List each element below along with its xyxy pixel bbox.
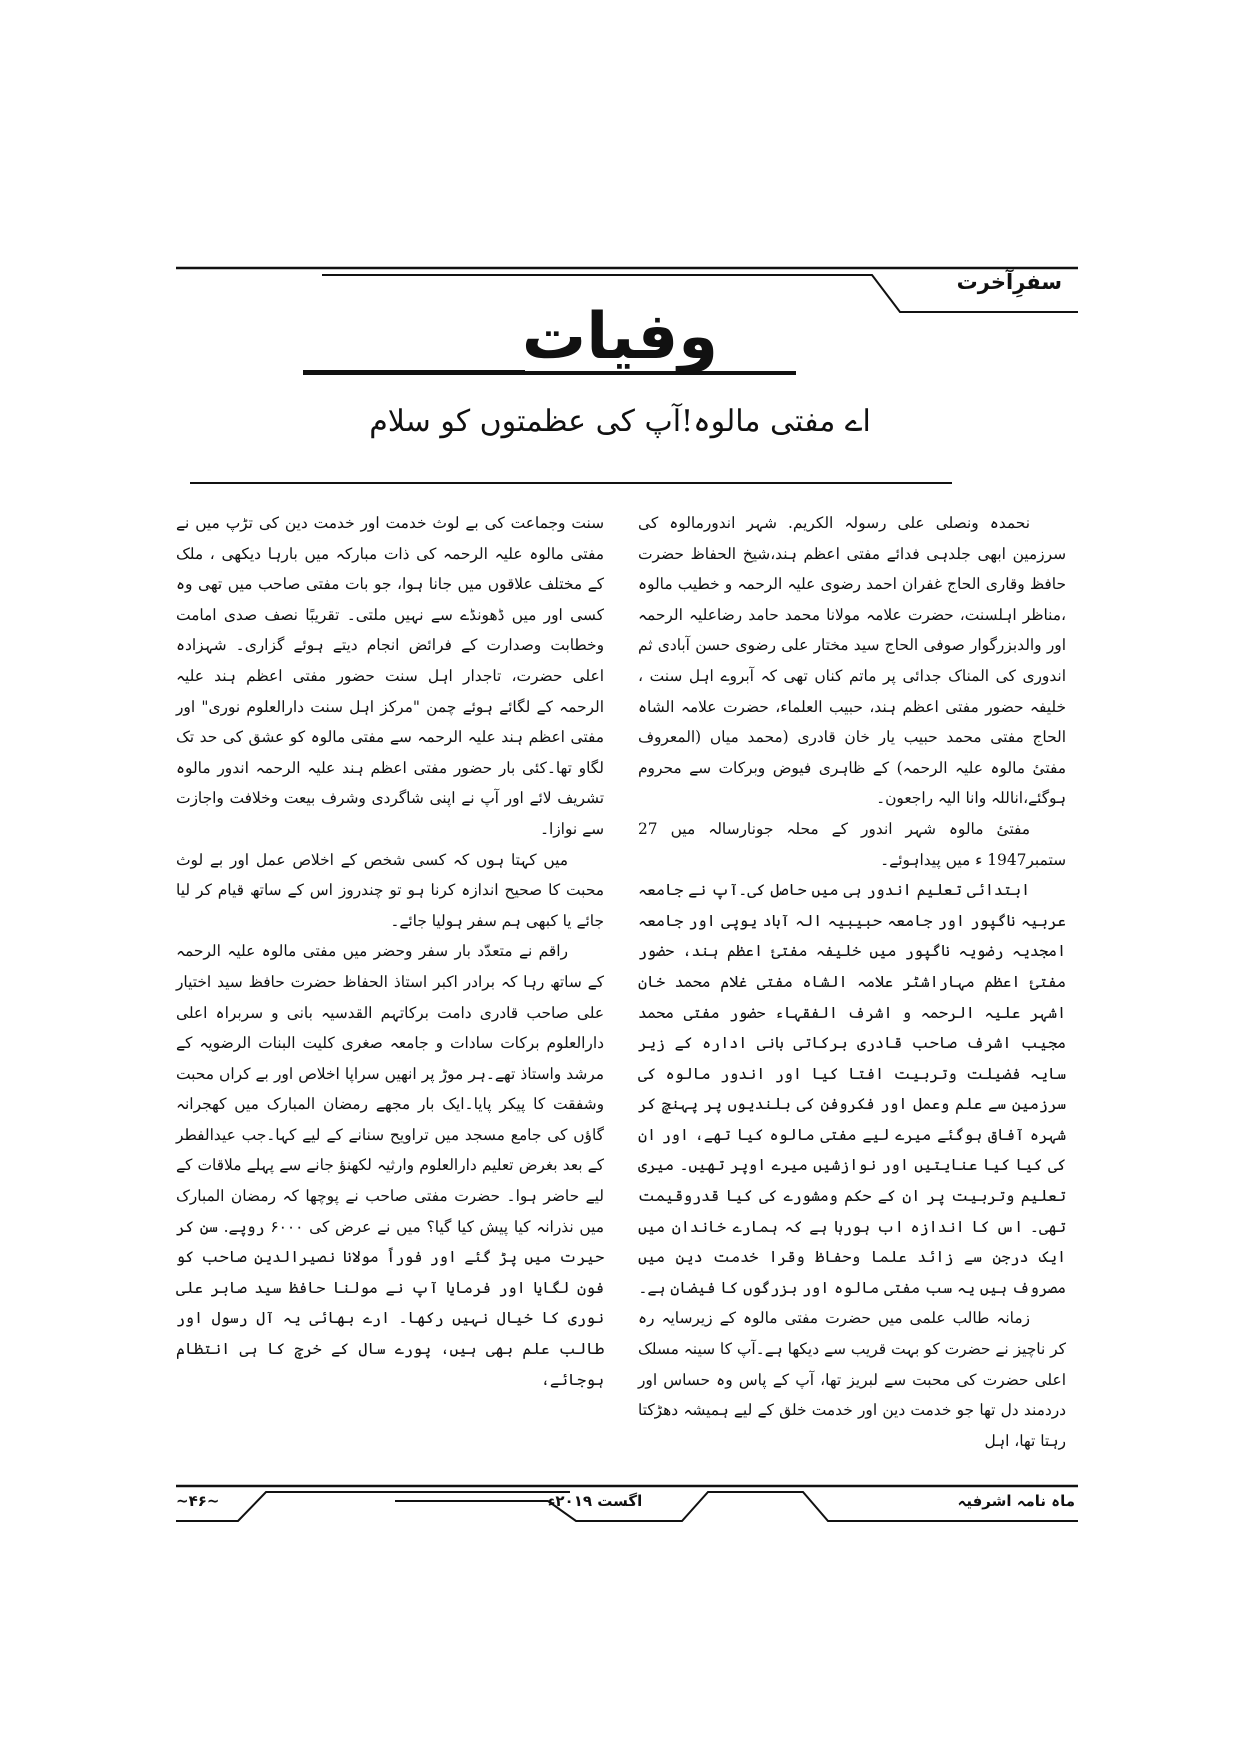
article-subtitle: اے مفتی مالوہ!آپ کی عظمتوں کو سلام bbox=[369, 404, 871, 439]
subtitle-underline bbox=[190, 482, 952, 484]
footer-issue-date: اگست ۲۰۱۹ء bbox=[547, 1492, 643, 1510]
section-label: سفرِآخرت bbox=[956, 270, 1062, 294]
article-column-right bbox=[638, 508, 1066, 1456]
paragraph: مفتیٔ مالوہ شہر اندور کے محلہ جونارسالہ میں 27 ستمبر1947 ء میں پیداہوئے۔ bbox=[638, 819, 1066, 869]
paragraph: راقم نے متعدّد بار سفر وحضر میں مفتی مالوہ علیہ الرحمہ کے ساتھ رہا کہ برادر اکبر استاذ الحفاظ حضرت حافظ سید اختیار علی صاحب قادری دامت برکاتہم القدسیہ بانی و سربراہ اعلی دارالعلوم برکات سادات و جامعہ صغری کلیت البنات الرضویہ کے مرشد واستاذ تھے۔ہر موڑ پر انھیں سراپا اخلاص اور بے کراں محبت وشفقت کا پیکر پایا۔ایک بار مجھے رمضان المبارک میں کھجرانہ گاؤں کی جامع مسجد میں تراویح سنانے کے لیے کہا۔جب عیدالفطر کے بعد بغرض تعلیم دارالعلوم وارثیہ لکھنؤ جانے سے پہلے ملاقات کے لیے حاضر ہوا۔ حضرت مفتی صاحب نے پوچھا کہ رمضان المبارک میں نذرانہ کیا پیش کیا گیا؟ میں نے عرض کی ۶۰۰۰ روپے. سن کر حیرت میں پڑ گئے اور فوراً مولانا نصیرالدین صاحب کو فون لگایا اور فرمایا آپ نے مولنا حافظ سید صابر علی نوری کا خیال نہیں رکھا۔ ارے بھائی یہ آل رسول اور طالب علم بھی ہیں، پورے سال کے خرچ کا ہی انتظام ہوجائے، bbox=[176, 942, 604, 1389]
paragraph: نحمدہ ونصلی علی رسولہ الکریم. شہر اندورمالوہ کی سرزمین ابھی جلدہی فدائے مفتی اعظم ہند،شیخ الحفاظ حضرت حافظ وقاری الحاج غفران احمد رضوی علیہ الرحمہ و خطیب مالوہ ،مناظر اہلسنت، حضرت علامہ مولانا محمد حامد رضاعلیہ الرحمہ اور والدبزرگوار صوفی الحاج سید مختار علی رضوی حسن آبادی ثم اندوری کی المناک جدائی پر ماتم کناں تھی کہ آبروے اہل سنت ، خلیفہ حضور مفتی اعظم ہند، حبیب العلماء، حضرت علامہ الشاہ الحاج مفتی محمد حبیب یار خان قادری (محمد میاں (المعروف مفتیٔ مالوہ علیہ الرحمہ) کے ظاہری فیوض وبرکات سے محروم ہوگئے،اناللہ وانا الیہ راجعون۔ bbox=[638, 514, 1066, 808]
paragraph: ابتدائی تعلیم اندور ہی میں حاصل کی۔آپ نے جامعہ عربیہ ناگپور اور جامعہ حبیبیہ الہ آباد یوپی اور جامعہ امجدیہ رضویہ ناگپور میں خلیفہ مفتیٔ اعظم ہند، حضور مفتیٔ اعظم مہاراشٹر علامہ الشاہ مفتی غلام محمد خان اشہر علیہ الرحمہ و اشرف الفقہاء حضور مفتی محمد مجیب اشرف صاحب قادری برکاتی بانی ادارہ کے زیر سایہ فضیلت وتربیت افتا کیا اور اندور مالوہ کی سرزمین سے علم وعمل اور فکروفن کی بلندیوں پر پہنچ کر شہرہ آفاق ہوگئے میرے لیے مفتی مالوہ کیا تھے، اور ان کی کیا کیا عنایتیں اور نوازشیں میرے اوپر تھیں۔ میری تعلیم وتربیت پر ان کے حکم ومشورے کی کیا قدروقیمت تھی۔ اس کا اندازہ اب ہورہا ہے کہ ہمارے خاندان میں ایک درجن سے زائد علما وحفاظ وقرا خدمت دین میں مصروف ہیں یہ سب مفتی مالوہ اور بزرگوں کا فیضان ہے۔ bbox=[638, 881, 1066, 1297]
article-column-left bbox=[176, 508, 604, 1395]
page-title: وفیات bbox=[521, 300, 719, 374]
paragraph: زمانہ طالب علمی میں حضرت مفتی مالوہ کے زیرسایہ رہ کر ناچیز نے حضرت کو بہت قریب سے دیکھا ہے۔آپ کا سینہ مسلک اعلی حضرت کی محبت سے لبریز تھا، آپ کے پاس وہ حساس اور دردمند دل تھا جو خدمت دین اور خدمت خلق کے لیے ہمیشہ دھڑکتا رہتا تھا، اہل bbox=[638, 1309, 1066, 1450]
footer-page-number: ~۴۶~ bbox=[176, 1492, 220, 1510]
paragraph: میں کہتا ہوں کہ کسی شخص کے اخلاص عمل اور بے لوث محبت کا صحیح اندازہ کرنا ہو تو چندروز اس کے ساتھ قیام کر لیا جائے یا کبھی ہم سفر ہولیا جائے۔ bbox=[176, 850, 604, 930]
footer-publication-name: ماہ نامہ اشرفیہ bbox=[957, 1492, 1075, 1510]
paragraph: سنت وجماعت کی بے لوث خدمت اور خدمت دین کی تڑپ میں نے مفتی مالوہ علیہ الرحمہ کی ذات مبارکہ میں بارہا دیکھی ، ملک کے مختلف علاقوں میں جانا ہوا، جو بات مفتی صاحب میں تھی وہ کسی اور میں ڈھونڈے سے نہیں ملتی۔ تقریبًا نصف صدی امامت وخطابت وصدارت کے فرائض انجام دیتے ہوئے گزاری۔ شہزادہ اعلی حضرت، تاجدار اہل سنت حضور مفتی اعظم ہند علیہ الرحمہ کے لگائے ہوئے چمن "مرکز اہل سنت دارالعلوم نوری" اور مفتی اعظم ہند علیہ الرحمہ سے مفتی مالوہ کو عشق کی حد تک لگاو تھا۔کئی بار حضور مفتی اعظم ہند علیہ الرحمہ اندور مالوہ تشریف لائے اور آپ نے اپنی شاگردی وشرف بیعت وخلافت واجازت سے نوازا۔ bbox=[176, 514, 604, 838]
